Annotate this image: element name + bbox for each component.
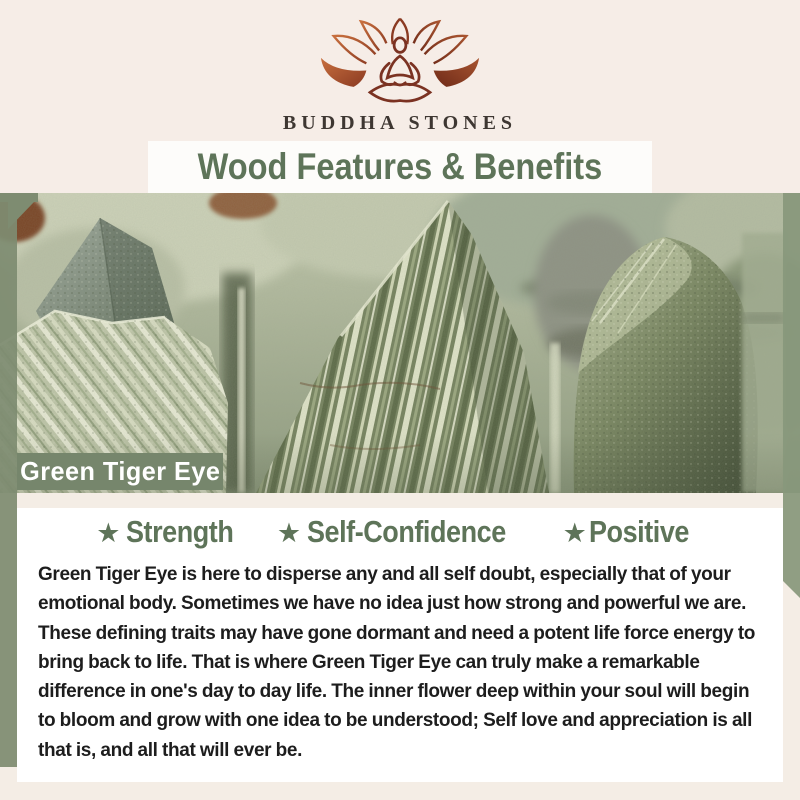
benefit-item-positive [563,514,704,550]
brand-name: BUDDHA STONES [282,112,518,134]
top-left-trim [0,193,38,202]
stone-name-text: Green Tiger Eye [19,456,221,486]
section-title: Wood Features & Benefits [197,146,603,187]
lotus-meditation-logo [305,16,495,116]
description-text: Green Tiger Eye is here to disperse any and all self doubt, especially that of your emotional body. Sometimes we have no idea just how strong and powerful we are. These defining traits may have gone dormant and need a potent life force energy to bring back to life. That is where Green Tiger Eye can truly make a remarkable difference in one's day to day life. The inner flower deep within your soul will begin to bloom and grow with one idea to be understood; Self love and appreciation is all that is, and all that will ever be. [38,564,756,761]
stone-name-label [17,453,223,490]
content-card [17,508,783,782]
benefit-item-strength [96,514,250,550]
star-icon: ★ [562,518,587,548]
right-accent-strip [783,193,800,598]
benefit-label: Self-Confidence [307,514,506,549]
benefits-row [17,514,783,560]
benefit-item-self-confidence [277,514,536,550]
left-accent-strip [0,202,17,767]
title-banner [148,141,652,193]
header [0,0,800,193]
meditating-figure-icon [370,38,430,101]
benefit-label: Strength [126,514,234,549]
green-tiger-eye-photo [0,193,800,493]
star-icon: ★ [276,518,302,548]
star-icon: ★ [96,518,121,548]
benefit-label: Positive [588,514,689,549]
